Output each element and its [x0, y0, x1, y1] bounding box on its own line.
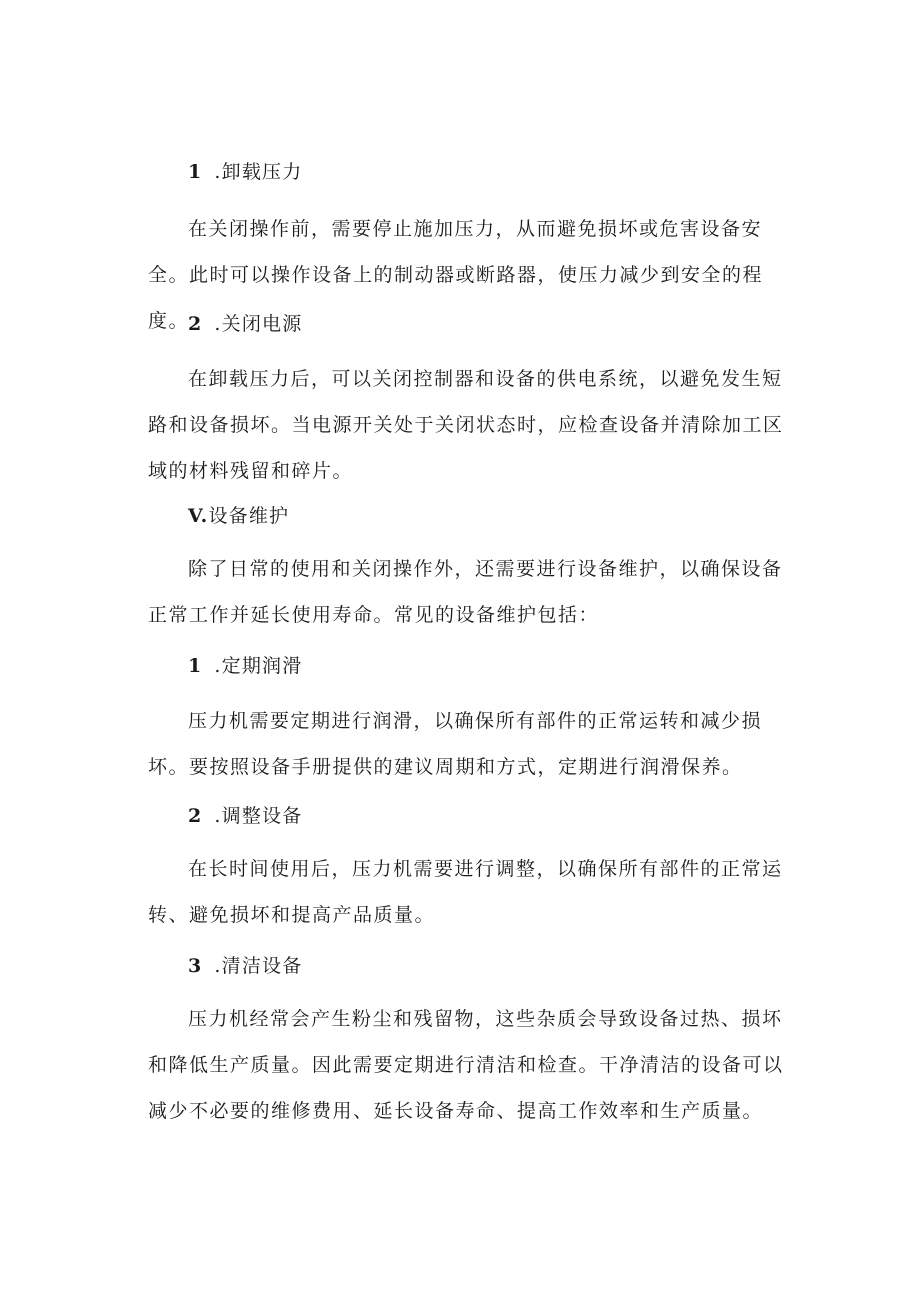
heading-number: 3: [188, 955, 203, 977]
heading-maintenance: [0, 502, 920, 530]
heading-text: .关闭电源: [214, 313, 303, 335]
heading-unload-pressure: [0, 158, 920, 186]
heading-number: 2: [188, 313, 203, 335]
heading-number: 1: [188, 655, 203, 677]
paragraph-lubrication: 压力机需要定期进行润滑，以确保所有部件的正常运转和减少损坏。要按照设备手册提供的建议周期和方式，定期进行润滑保养。: [148, 710, 763, 778]
heading-number: 2: [188, 805, 203, 827]
heading-text: .清洁设备: [214, 955, 303, 977]
heading-cleaning: [0, 952, 920, 980]
paragraph-power-off: 在卸载压力后，可以关闭控制器和设备的供电系统，以避免发生短路和设备损坏。当电源开关处于关闭状态时，应检查设备并清除加工区域的材料残留和碎片。: [148, 368, 784, 482]
heading-power-off: [0, 310, 920, 338]
paragraph-cleaning: 压力机经常会产生粉尘和残留物，这些杂质会导致设备过热、损坏和降低生产质量。因此需要定期进行清洁和检查。干净清洁的设备可以减少不必要的维修费用、延长设备寿命、提高工作效率和生产质量。: [148, 1008, 784, 1122]
heading-text: 设备维护: [208, 505, 290, 527]
heading-adjustment: [0, 802, 920, 830]
heading-roman-numeral: V.: [188, 505, 209, 527]
heading-text: .定期润滑: [214, 655, 303, 677]
paragraph-adjustment: 在长时间使用后，压力机需要进行调整，以确保所有部件的正常运转、避免损坏和提高产品质量。: [148, 858, 783, 926]
paragraph-unload-pressure: 在关闭操作前，需要停止施加压力，从而避免损坏或危害设备安全。此时可以操作设备上的制动器或断路器，使压力减少到安全的程度。: [148, 218, 764, 332]
heading-number: 1: [188, 161, 203, 183]
heading-text: .卸载压力: [214, 161, 303, 183]
heading-text: .调整设备: [214, 805, 303, 827]
heading-lubrication: [0, 652, 920, 680]
paragraph-maintenance: 除了日常的使用和关闭操作外，还需要进行设备维护，以确保设备正常工作并延长使用寿命。常见的设备维护包括：: [148, 558, 783, 626]
